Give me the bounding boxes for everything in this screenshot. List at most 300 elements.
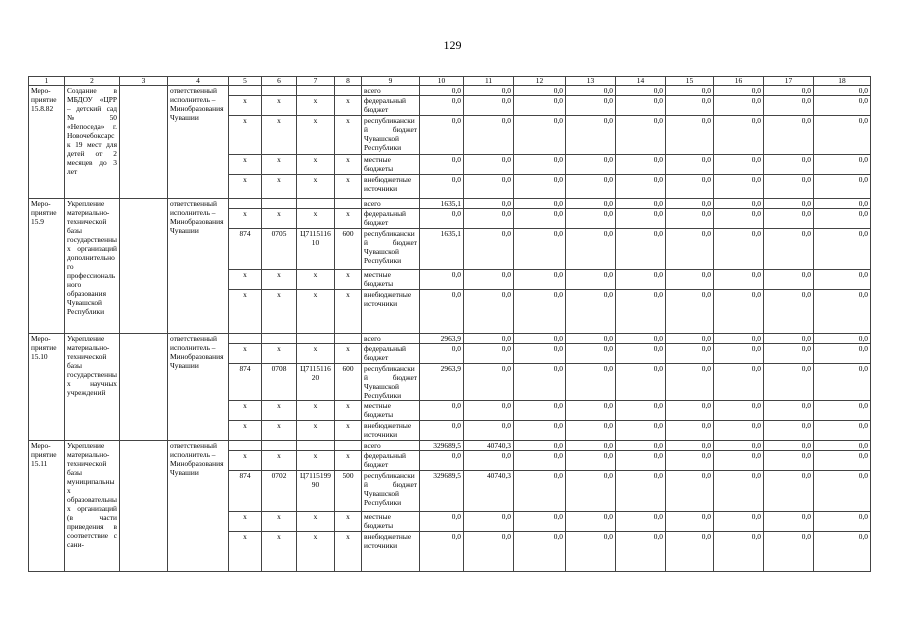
amount-cell: 0,0: [464, 209, 514, 229]
amount-cell: 0,0: [566, 270, 616, 290]
grbs-cell: х: [229, 270, 262, 290]
grbs-cell: х: [229, 175, 262, 199]
amount-cell: 0,0: [616, 155, 666, 175]
amount-cell: 0,0: [464, 155, 514, 175]
funding-source: внебюджетные источники: [362, 290, 420, 334]
expense-type-cell: х: [335, 344, 362, 364]
amount-cell: 0,0: [464, 532, 514, 572]
grbs-cell: х: [229, 451, 262, 471]
amount-cell: 0,0: [514, 116, 566, 155]
amount-cell: 0,0: [764, 451, 814, 471]
amount-cell: 0,0: [814, 451, 871, 471]
amount-cell: 0,0: [714, 344, 764, 364]
amount-cell: 0,0: [464, 334, 514, 344]
amount-cell: 0,0: [814, 96, 871, 116]
amount-cell: 0,0: [464, 451, 514, 471]
amount-cell: 0,0: [814, 116, 871, 155]
section-cell: х: [262, 175, 297, 199]
amount-cell: 0,0: [714, 471, 764, 512]
amount-cell: 0,0: [714, 290, 764, 334]
column-header: 16: [714, 77, 764, 86]
amount-cell: 2963,9: [420, 364, 464, 401]
funding-source: местные бюджеты: [362, 512, 420, 532]
amount-cell: 0,0: [814, 471, 871, 512]
amount-cell: 0,0: [420, 270, 464, 290]
measure-code: Меро-приятие 15.10: [29, 334, 65, 441]
column-header: 17: [764, 77, 814, 86]
funding-source: республиканский бюджет Чувашской Республики: [362, 229, 420, 270]
amount-cell: 0,0: [666, 512, 714, 532]
amount-cell: 0,0: [666, 229, 714, 270]
funding-source: местные бюджеты: [362, 155, 420, 175]
grbs-cell: х: [229, 532, 262, 572]
amount-cell: 0,0: [814, 344, 871, 364]
amount-cell: 0,0: [514, 155, 566, 175]
amount-cell: 0,0: [420, 512, 464, 532]
expense-type-cell: х: [335, 155, 362, 175]
amount-cell: 0,0: [566, 421, 616, 441]
table-row: [29, 86, 871, 96]
amount-cell: 0,0: [566, 229, 616, 270]
amount-cell: 0,0: [714, 209, 764, 229]
amount-cell: 2963,9: [420, 334, 464, 344]
amount-cell: 0,0: [420, 532, 464, 572]
expense-type-cell: 500: [335, 471, 362, 512]
amount-cell: 1635,1: [420, 229, 464, 270]
amount-cell: 0,0: [464, 175, 514, 199]
column-header: 14: [616, 77, 666, 86]
amount-cell: 0,0: [666, 364, 714, 401]
target-article-cell: х: [297, 155, 335, 175]
amount-cell: 0,0: [616, 364, 666, 401]
amount-cell: 0,0: [514, 451, 566, 471]
empty-cell: [120, 199, 168, 334]
target-article-cell: [297, 441, 335, 451]
amount-cell: 0,0: [420, 451, 464, 471]
section-cell: 0702: [262, 471, 297, 512]
amount-cell: 0,0: [420, 155, 464, 175]
amount-cell: 0,0: [714, 270, 764, 290]
amount-cell: 0,0: [814, 155, 871, 175]
amount-cell: 0,0: [714, 401, 764, 421]
amount-cell: 0,0: [666, 290, 714, 334]
amount-cell: 0,0: [814, 532, 871, 572]
grbs-cell: х: [229, 344, 262, 364]
amount-cell: 0,0: [566, 334, 616, 344]
amount-cell: 0,0: [616, 334, 666, 344]
amount-cell: 0,0: [616, 86, 666, 96]
amount-cell: 0,0: [764, 364, 814, 401]
target-article-cell: х: [297, 270, 335, 290]
section-cell: х: [262, 401, 297, 421]
amount-cell: 0,0: [616, 512, 666, 532]
target-article-cell: х: [297, 175, 335, 199]
expense-type-cell: х: [335, 96, 362, 116]
funding-source: республиканский бюджет Чувашской Республики: [362, 471, 420, 512]
column-header: 8: [335, 77, 362, 86]
expense-type-cell: 600: [335, 364, 362, 401]
amount-cell: 0,0: [666, 96, 714, 116]
amount-cell: 0,0: [764, 199, 814, 209]
amount-cell: 0,0: [666, 441, 714, 451]
target-article-cell: х: [297, 401, 335, 421]
amount-cell: 0,0: [764, 401, 814, 421]
amount-cell: 0,0: [616, 96, 666, 116]
amount-cell: 0,0: [666, 155, 714, 175]
amount-cell: 0,0: [464, 290, 514, 334]
page-number: 129: [443, 38, 462, 52]
amount-cell: 0,0: [666, 270, 714, 290]
amount-cell: 0,0: [566, 175, 616, 199]
amount-cell: 0,0: [714, 229, 764, 270]
amount-cell: 0,0: [616, 421, 666, 441]
amount-cell: 0,0: [514, 334, 566, 344]
funding-source: федеральный бюджет: [362, 344, 420, 364]
executor-cell: ответственный исполнитель – Минобразования Чувашии: [168, 334, 229, 441]
section-cell: х: [262, 155, 297, 175]
amount-cell: 0,0: [714, 116, 764, 155]
measure-code: Меро-приятие 15.8.82: [29, 86, 65, 199]
section-cell: [262, 334, 297, 344]
grbs-cell: х: [229, 96, 262, 116]
target-article-cell: х: [297, 421, 335, 441]
amount-cell: 0,0: [420, 290, 464, 334]
amount-cell: 0,0: [566, 96, 616, 116]
column-header: 15: [666, 77, 714, 86]
amount-cell: 0,0: [464, 270, 514, 290]
amount-cell: 0,0: [764, 270, 814, 290]
amount-cell: 0,0: [666, 116, 714, 155]
amount-cell: 0,0: [514, 512, 566, 532]
amount-cell: 0,0: [666, 175, 714, 199]
amount-cell: 0,0: [814, 86, 871, 96]
amount-cell: 0,0: [814, 270, 871, 290]
amount-cell: 0,0: [814, 401, 871, 421]
target-article-cell: [297, 334, 335, 344]
section-cell: х: [262, 421, 297, 441]
executor-cell: ответственный исполнитель – Минобразования Чувашии: [168, 441, 229, 572]
amount-cell: 0,0: [464, 199, 514, 209]
amount-cell: 0,0: [566, 344, 616, 364]
amount-cell: 0,0: [566, 451, 616, 471]
funding-source: республиканский бюджет Чувашской Республики: [362, 364, 420, 401]
expense-type-cell: [335, 86, 362, 96]
amount-cell: 0,0: [764, 86, 814, 96]
grbs-cell: х: [229, 290, 262, 334]
amount-cell: 0,0: [764, 334, 814, 344]
column-header: 7: [297, 77, 335, 86]
empty-cell: [120, 441, 168, 572]
empty-cell: [120, 86, 168, 199]
amount-cell: 0,0: [514, 229, 566, 270]
funding-source: внебюджетные источники: [362, 532, 420, 572]
grbs-cell: х: [229, 116, 262, 155]
funding-source: федеральный бюджет: [362, 209, 420, 229]
amount-cell: 329689,5: [420, 441, 464, 451]
amount-cell: 0,0: [714, 441, 764, 451]
amount-cell: 0,0: [764, 512, 814, 532]
amount-cell: 0,0: [616, 290, 666, 334]
amount-cell: 0,0: [666, 421, 714, 441]
amount-cell: 0,0: [616, 175, 666, 199]
section-cell: х: [262, 344, 297, 364]
section-cell: [262, 441, 297, 451]
section-cell: х: [262, 451, 297, 471]
target-article-cell: Ц711511610: [297, 229, 335, 270]
measure-title: Создание в МБДОУ «ЦРР – детский сад № 50 «Непоседа» г. Новочебоксарск 19 мест для детей от 2 месяцев до 3 лет: [65, 86, 120, 199]
grbs-cell: [229, 86, 262, 96]
amount-cell: 0,0: [514, 199, 566, 209]
amount-cell: 0,0: [464, 86, 514, 96]
amount-cell: 0,0: [514, 86, 566, 96]
funding-source: всего: [362, 334, 420, 344]
expense-type-cell: х: [335, 270, 362, 290]
amount-cell: 0,0: [764, 344, 814, 364]
amount-cell: 0,0: [566, 290, 616, 334]
amount-cell: 0,0: [514, 441, 566, 451]
amount-cell: 0,0: [566, 364, 616, 401]
amount-cell: 0,0: [616, 270, 666, 290]
amount-cell: 0,0: [420, 401, 464, 421]
column-header: 12: [514, 77, 566, 86]
amount-cell: 0,0: [814, 334, 871, 344]
amount-cell: 0,0: [566, 401, 616, 421]
expense-type-cell: [335, 334, 362, 344]
amount-cell: 0,0: [566, 209, 616, 229]
amount-cell: 0,0: [666, 209, 714, 229]
amount-cell: 0,0: [420, 344, 464, 364]
amount-cell: 0,0: [666, 532, 714, 572]
amount-cell: 329689,5: [420, 471, 464, 512]
target-article-cell: [297, 86, 335, 96]
amount-cell: 0,0: [616, 451, 666, 471]
expense-type-cell: х: [335, 421, 362, 441]
section-cell: х: [262, 290, 297, 334]
target-article-cell: х: [297, 96, 335, 116]
funding-source: федеральный бюджет: [362, 451, 420, 471]
amount-cell: 0,0: [566, 441, 616, 451]
section-cell: [262, 86, 297, 96]
grbs-cell: х: [229, 512, 262, 532]
expense-type-cell: 600: [335, 229, 362, 270]
amount-cell: 0,0: [666, 199, 714, 209]
section-cell: х: [262, 512, 297, 532]
column-header: 1: [29, 77, 65, 86]
target-article-cell: х: [297, 116, 335, 155]
measure-code: Меро-приятие 15.9: [29, 199, 65, 334]
executor-cell: ответственный исполнитель – Минобразования Чувашии: [168, 86, 229, 199]
amount-cell: 0,0: [616, 441, 666, 451]
amount-cell: 0,0: [764, 290, 814, 334]
amount-cell: 0,0: [420, 209, 464, 229]
amount-cell: 0,0: [514, 209, 566, 229]
funding-source: федеральный бюджет: [362, 96, 420, 116]
expense-type-cell: х: [335, 512, 362, 532]
amount-cell: 0,0: [616, 229, 666, 270]
amount-cell: 0,0: [464, 364, 514, 401]
expense-type-cell: х: [335, 209, 362, 229]
amount-cell: 0,0: [714, 451, 764, 471]
amount-cell: 0,0: [764, 441, 814, 451]
amount-cell: 0,0: [464, 229, 514, 270]
funding-source: республиканский бюджет Чувашской Республики: [362, 116, 420, 155]
header-row: [29, 77, 871, 86]
amount-cell: 0,0: [566, 471, 616, 512]
amount-cell: 0,0: [566, 116, 616, 155]
expense-type-cell: х: [335, 401, 362, 421]
amount-cell: 0,0: [464, 401, 514, 421]
column-header: 13: [566, 77, 616, 86]
expense-type-cell: х: [335, 532, 362, 572]
amount-cell: 0,0: [566, 199, 616, 209]
amount-cell: 0,0: [420, 421, 464, 441]
amount-cell: 0,0: [764, 155, 814, 175]
amount-cell: 0,0: [814, 364, 871, 401]
amount-cell: 0,0: [714, 155, 764, 175]
column-header: 6: [262, 77, 297, 86]
amount-cell: 0,0: [616, 344, 666, 364]
funding-source: всего: [362, 199, 420, 209]
amount-cell: 0,0: [464, 96, 514, 116]
amount-cell: 0,0: [464, 116, 514, 155]
amount-cell: 0,0: [814, 421, 871, 441]
amount-cell: 0,0: [666, 344, 714, 364]
amount-cell: 0,0: [814, 512, 871, 532]
budget-table: [28, 76, 871, 572]
amount-cell: 0,0: [714, 334, 764, 344]
section-cell: х: [262, 96, 297, 116]
amount-cell: 0,0: [514, 471, 566, 512]
section-cell: 0708: [262, 364, 297, 401]
amount-cell: 0,0: [420, 175, 464, 199]
amount-cell: 0,0: [764, 421, 814, 441]
expense-type-cell: [335, 199, 362, 209]
measure-title: Укрепление материально-технической базы государственных организаций дополнительного профессионального образования Чувашской Республики: [65, 199, 120, 334]
target-article-cell: х: [297, 344, 335, 364]
amount-cell: 0,0: [420, 116, 464, 155]
table-row: [29, 334, 871, 344]
target-article-cell: х: [297, 532, 335, 572]
measure-title: Укрепление материально-технической базы муниципальных образовательных организаций (в части приведения в соответствие с сани-: [65, 441, 120, 572]
section-cell: 0705: [262, 229, 297, 270]
target-article-cell: Ц711519990: [297, 471, 335, 512]
expense-type-cell: х: [335, 290, 362, 334]
measure-title: Укрепление материально-технической базы государственных научных учреждений: [65, 334, 120, 441]
amount-cell: 0,0: [814, 229, 871, 270]
amount-cell: 0,0: [420, 86, 464, 96]
amount-cell: 0,0: [714, 364, 764, 401]
amount-cell: 0,0: [814, 441, 871, 451]
section-cell: х: [262, 209, 297, 229]
amount-cell: 0,0: [464, 512, 514, 532]
amount-cell: 0,0: [514, 401, 566, 421]
grbs-cell: х: [229, 421, 262, 441]
column-header: 18: [814, 77, 871, 86]
grbs-cell: х: [229, 209, 262, 229]
column-header: 11: [464, 77, 514, 86]
amount-cell: 0,0: [714, 175, 764, 199]
amount-cell: 0,0: [666, 401, 714, 421]
amount-cell: 0,0: [666, 451, 714, 471]
funding-source: местные бюджеты: [362, 270, 420, 290]
column-header: 5: [229, 77, 262, 86]
amount-cell: 0,0: [764, 175, 814, 199]
amount-cell: 0,0: [814, 175, 871, 199]
amount-cell: 0,0: [764, 532, 814, 572]
amount-cell: 0,0: [764, 96, 814, 116]
section-cell: [262, 199, 297, 209]
amount-cell: 0,0: [514, 175, 566, 199]
amount-cell: 0,0: [764, 229, 814, 270]
amount-cell: 0,0: [764, 209, 814, 229]
expense-type-cell: х: [335, 116, 362, 155]
amount-cell: 0,0: [714, 512, 764, 532]
expense-type-cell: [335, 441, 362, 451]
amount-cell: 0,0: [514, 96, 566, 116]
amount-cell: 0,0: [514, 532, 566, 572]
amount-cell: 0,0: [514, 270, 566, 290]
amount-cell: 0,0: [814, 199, 871, 209]
amount-cell: 0,0: [514, 344, 566, 364]
empty-cell: [120, 334, 168, 441]
expense-type-cell: х: [335, 451, 362, 471]
grbs-cell: 874: [229, 229, 262, 270]
column-header: 4: [168, 77, 229, 86]
executor-cell: ответственный исполнитель – Минобразования Чувашии: [168, 199, 229, 334]
grbs-cell: 874: [229, 364, 262, 401]
grbs-cell: х: [229, 155, 262, 175]
amount-cell: 0,0: [420, 96, 464, 116]
amount-cell: 0,0: [666, 334, 714, 344]
section-cell: х: [262, 116, 297, 155]
amount-cell: 0,0: [616, 401, 666, 421]
amount-cell: 0,0: [814, 290, 871, 334]
target-article-cell: х: [297, 290, 335, 334]
grbs-cell: [229, 334, 262, 344]
amount-cell: 0,0: [566, 532, 616, 572]
amount-cell: 0,0: [514, 421, 566, 441]
amount-cell: 0,0: [714, 86, 764, 96]
amount-cell: 0,0: [714, 96, 764, 116]
table-row: [29, 441, 871, 451]
funding-source: всего: [362, 86, 420, 96]
table-row: [29, 199, 871, 209]
amount-cell: 0,0: [464, 421, 514, 441]
column-header: 10: [420, 77, 464, 86]
funding-source: местные бюджеты: [362, 401, 420, 421]
amount-cell: 0,0: [814, 209, 871, 229]
amount-cell: 0,0: [666, 86, 714, 96]
amount-cell: 0,0: [566, 512, 616, 532]
grbs-cell: [229, 199, 262, 209]
section-cell: х: [262, 270, 297, 290]
expense-type-cell: х: [335, 175, 362, 199]
amount-cell: 0,0: [764, 471, 814, 512]
amount-cell: 0,0: [514, 290, 566, 334]
amount-cell: 0,0: [566, 155, 616, 175]
column-header: 2: [65, 77, 120, 86]
amount-cell: 0,0: [714, 421, 764, 441]
funding-source: всего: [362, 441, 420, 451]
target-article-cell: Ц711511620: [297, 364, 335, 401]
amount-cell: 0,0: [714, 532, 764, 572]
amount-cell: 1635,1: [420, 199, 464, 209]
amount-cell: 40740,3: [464, 441, 514, 451]
column-header: 3: [120, 77, 168, 86]
section-cell: х: [262, 532, 297, 572]
amount-cell: 0,0: [616, 199, 666, 209]
amount-cell: 0,0: [666, 471, 714, 512]
